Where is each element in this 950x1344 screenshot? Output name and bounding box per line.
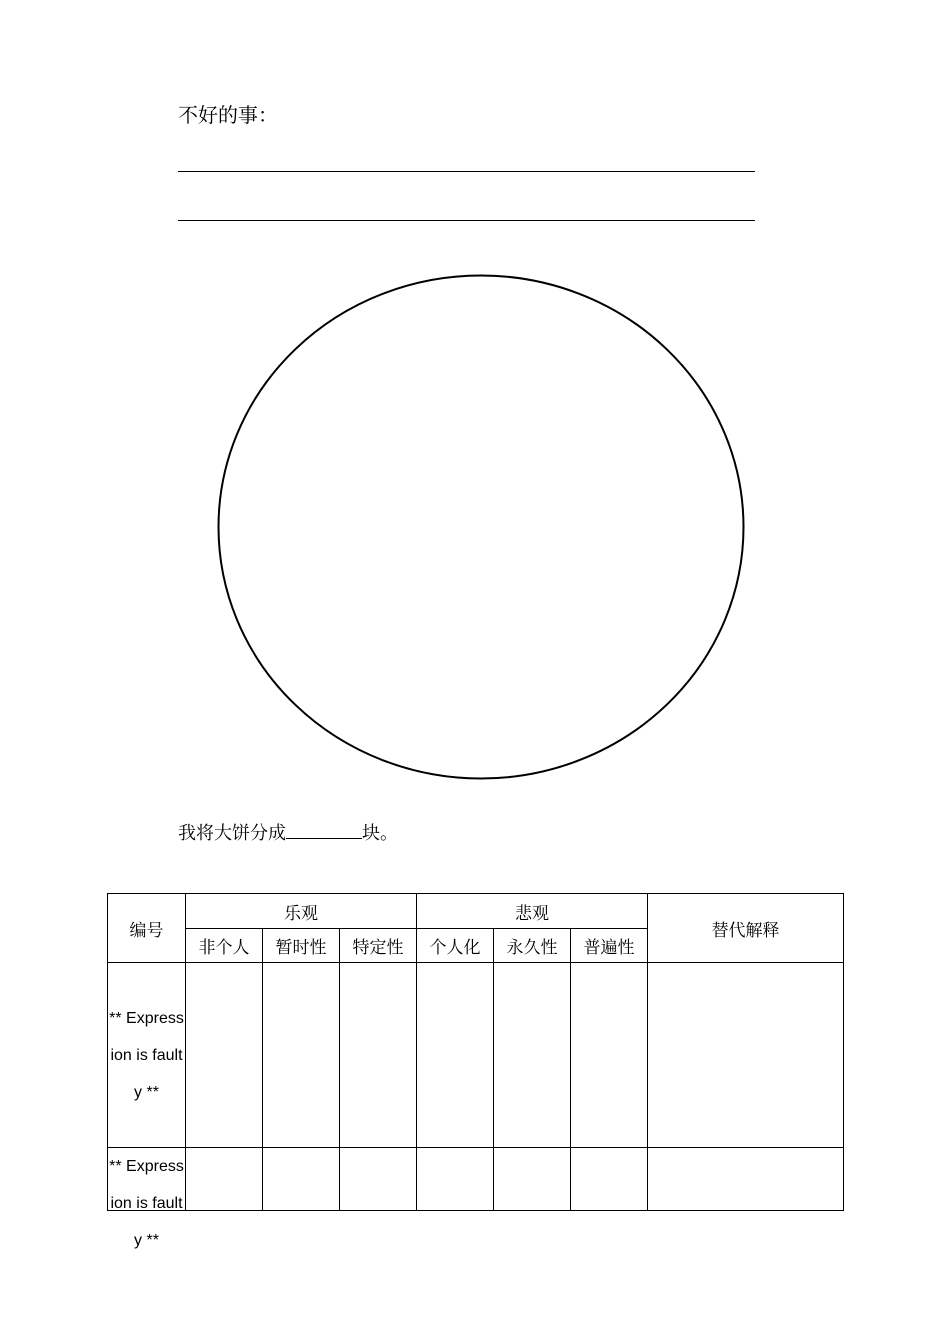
subheader-impersonal: 非个人 — [186, 929, 263, 963]
table-cell[interactable] — [186, 963, 263, 1148]
statement-suffix: 块。 — [362, 823, 398, 844]
table-cell[interactable] — [571, 1148, 648, 1211]
table-row — [108, 963, 844, 1148]
table-row — [108, 1148, 844, 1211]
subheader-specific: 特定性 — [340, 929, 417, 963]
header-pessimistic: 悲观 — [417, 894, 648, 929]
table-cell[interactable] — [494, 963, 571, 1148]
table-cell[interactable] — [186, 1148, 263, 1211]
table-cell[interactable] — [571, 963, 648, 1148]
header-optimistic: 乐观 — [186, 894, 417, 929]
header-alternative: 替代解释 — [648, 894, 844, 963]
row-number-cell: ** Expression is faulty ** — [108, 963, 186, 1148]
blank-line-2[interactable] — [178, 220, 755, 221]
subheader-pervasive: 普遍性 — [571, 929, 648, 963]
blank-line-1[interactable] — [178, 171, 755, 172]
pie-statement — [178, 820, 398, 847]
subheader-temporary: 暂时性 — [263, 929, 340, 963]
table-cell[interactable] — [263, 963, 340, 1148]
header-number: 编号 — [108, 894, 186, 963]
table-cell[interactable] — [340, 1148, 417, 1211]
table-cell[interactable] — [648, 1148, 844, 1211]
slice-count-blank[interactable] — [286, 820, 362, 839]
row-number-text: ** Expression is faulty ** — [109, 1158, 184, 1249]
table-cell[interactable] — [263, 1148, 340, 1211]
subheader-permanent: 永久性 — [494, 929, 571, 963]
statement-prefix: 我将大饼分成 — [178, 823, 286, 844]
table-cell[interactable] — [494, 1148, 571, 1211]
table-cell[interactable] — [417, 963, 494, 1148]
table-cell[interactable] — [417, 1148, 494, 1211]
row-number-cell — [108, 1148, 186, 1249]
table-cell[interactable] — [648, 963, 844, 1148]
subheader-personal: 个人化 — [417, 929, 494, 963]
explanation-table — [107, 893, 844, 1249]
table-cell[interactable] — [340, 963, 417, 1148]
page-heading: 不好的事： — [178, 103, 278, 127]
pie-circle — [217, 274, 745, 780]
